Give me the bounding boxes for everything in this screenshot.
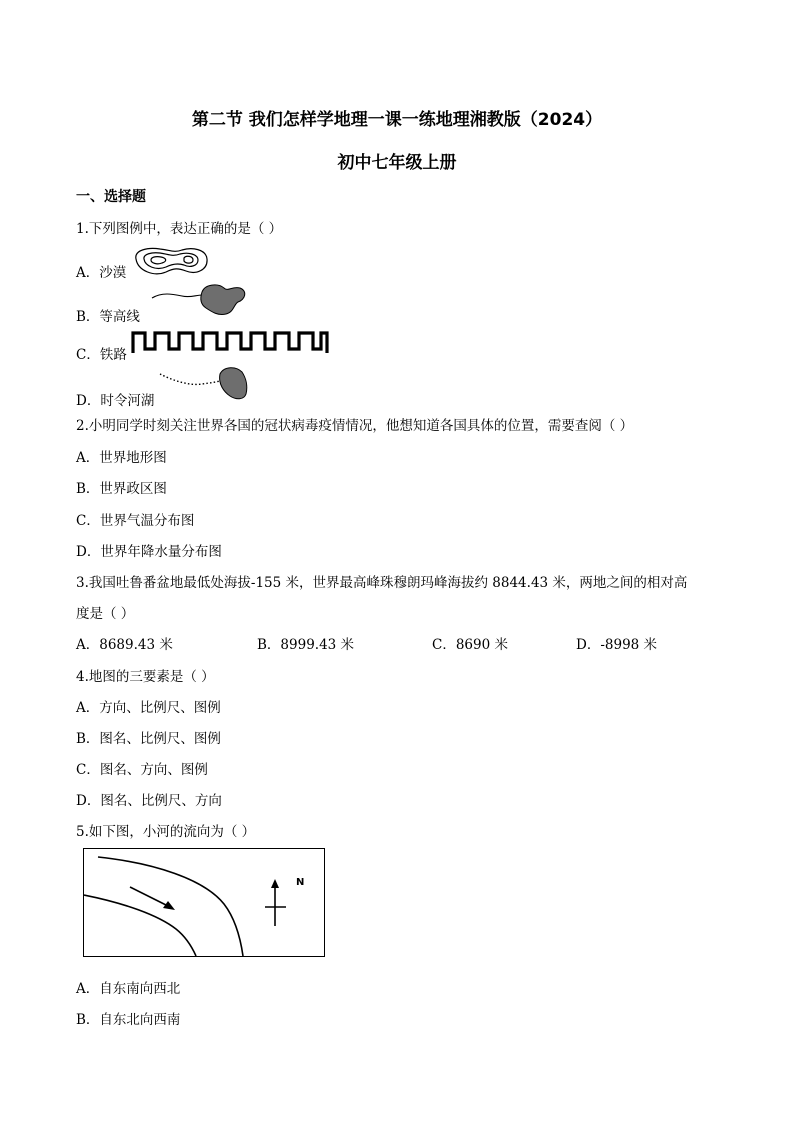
river-map-figure <box>83 848 325 957</box>
q1-option-b: B．等高线 <box>76 309 140 325</box>
q3-option-b: B．8999.43 米 <box>257 637 355 653</box>
question-5-stem: 5.如下图，小河的流向为（ ） <box>76 824 256 840</box>
section-heading: 一、选择题 <box>76 189 146 205</box>
question-4-stem: 4.地图的三要素是（ ） <box>76 669 215 685</box>
railway-symbol <box>132 331 330 355</box>
q2-option-c: C．世界气温分布图 <box>76 513 195 529</box>
document-title: 第二节 我们怎样学地理一课一练地理湘教版（2024） <box>191 110 603 130</box>
q4-option-c: C．图名、方向、图例 <box>76 762 208 778</box>
contour-lines-symbol <box>130 244 210 280</box>
flow-arrow-head <box>163 901 175 910</box>
river-bank-lower <box>84 895 196 956</box>
question-2-stem: 2.小明同学时刻关注世界各国的冠状病毒疫情情况，他想知道各国具体的位置，需要查阅（ ） <box>76 418 634 434</box>
question-3-stem-line1: 3.我国吐鲁番盆地最低处海拔-155 米，世界最高峰珠穆朗玛峰海拔约 8844.43 米，两地之间的相对高 <box>76 575 688 591</box>
document-subtitle: 初中七年级上册 <box>337 153 457 173</box>
q4-option-b: B．图名、比例尺、图例 <box>76 731 221 747</box>
river-map-drawing <box>84 849 324 956</box>
north-arrow-head <box>271 879 279 888</box>
q3-option-a: A．8689.43 米 <box>76 637 173 653</box>
q3-option-d: D．-8998 米 <box>576 637 658 653</box>
q4-option-d: D．图名、比例尺、方向 <box>76 793 222 809</box>
question-1-stem: 1.下列图例中，表达正确的是（ ） <box>76 221 283 237</box>
north-label: N <box>296 877 305 888</box>
q2-option-a: A．世界地形图 <box>76 450 167 466</box>
flow-arrow-shaft <box>130 887 170 907</box>
q1-option-d: D．时令河湖 <box>76 393 155 409</box>
q3-option-c: C．8690 米 <box>432 637 508 653</box>
q4-option-a: A．方向、比例尺、图例 <box>76 700 221 716</box>
seasonal-river-lake-symbol <box>158 364 250 404</box>
question-3-stem-line2: 度是（ ） <box>76 606 135 622</box>
q5-option-b: B．自东北向西南 <box>76 1012 181 1028</box>
river-lake-symbol <box>150 282 250 318</box>
q2-option-b: B．世界政区图 <box>76 481 167 497</box>
q2-option-d: D．世界年降水量分布图 <box>76 544 222 560</box>
q5-option-a: A．自东南向西北 <box>76 981 181 997</box>
q1-option-a: A．沙漠 <box>76 265 127 281</box>
q1-option-c: C．铁路 <box>76 347 127 363</box>
